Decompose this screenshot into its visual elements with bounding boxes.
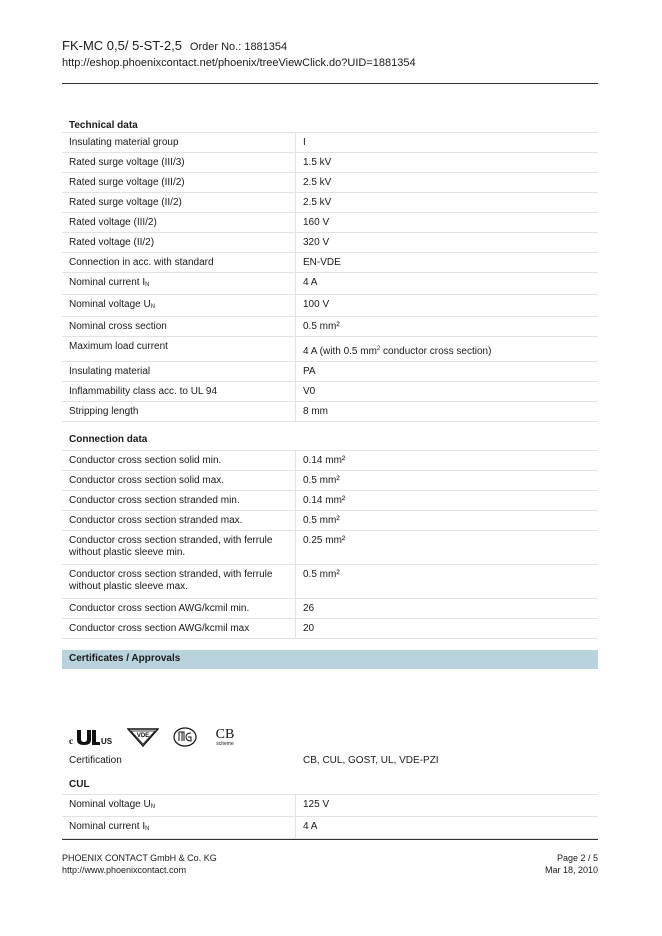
row-value-text: 26: [303, 603, 315, 614]
row-value: [296, 153, 598, 172]
row-label: [62, 402, 296, 421]
page-number: Page 2 / 5: [556, 853, 598, 863]
row-label: [62, 451, 296, 470]
row-label: [62, 471, 296, 490]
product-name: FK-MC 0,5/ 5-ST-2,5: [62, 38, 182, 53]
row-value: [296, 565, 598, 598]
row-label-text: Nominal current I: [69, 277, 146, 288]
row-label-text: Conductor cross section AWG/kcmil max: [69, 623, 250, 634]
row-value-text: PA: [303, 366, 316, 377]
row-label-subscript: N: [150, 304, 156, 310]
technical-data-heading: Technical data: [69, 120, 138, 131]
row-label-text: Rated voltage (III/2): [69, 217, 157, 228]
row-label-text: Connection in acc. with standard: [69, 257, 214, 268]
table-row: [62, 511, 598, 531]
row-value-text: 4 A (with 0.5 mm: [303, 346, 377, 357]
row-value-text: 2.5 kV: [303, 197, 332, 208]
row-value: [296, 253, 598, 272]
row-value: [296, 511, 598, 530]
table-row: [62, 317, 598, 337]
cul-heading: CUL: [69, 779, 90, 790]
row-value: [296, 213, 598, 232]
row-label-text: Rated surge voltage (III/3): [69, 157, 185, 168]
row-value-text: 0.5 mm²: [303, 515, 340, 526]
row-label-text: Conductor cross section stranded, with ferrule without plastic sleeve min.: [69, 535, 273, 558]
row-value-text: 0.25 mm²: [303, 535, 346, 546]
row-label-text: Inflammability class acc. to UL 94: [69, 386, 218, 397]
row-label: [62, 193, 296, 212]
company-name: PHOENIX CONTACT GmbH & Co. KG: [62, 853, 217, 863]
row-value-text: 4 A: [303, 277, 318, 288]
table-row: [62, 132, 598, 153]
row-label-text: Conductor cross section stranded min.: [69, 495, 240, 506]
row-value: [296, 451, 598, 470]
row-label: [62, 317, 296, 336]
certificate-logos: [62, 669, 598, 747]
row-label: [62, 511, 296, 530]
row-value-text: EN-VDE: [303, 257, 341, 268]
row-label-text: Stripping length: [69, 406, 139, 417]
document-date: Mar 18, 2010: [544, 865, 598, 875]
table-row: [62, 253, 598, 273]
row-label: [62, 273, 296, 294]
cb-text: CB: [215, 727, 235, 742]
table-row: [62, 273, 598, 295]
document-header: [62, 38, 598, 71]
cb-scheme-text: scheme: [216, 741, 234, 747]
table-row: [62, 193, 598, 213]
cb-scheme-logo-icon: [211, 725, 239, 747]
certification-row: [62, 747, 598, 772]
row-value: [296, 471, 598, 490]
row-value-text: 320 V: [303, 237, 330, 248]
row-label-text: Rated voltage (II/2): [69, 237, 155, 248]
row-label: [62, 153, 296, 172]
row-label-subscript: N: [145, 282, 150, 288]
table-row: [62, 531, 598, 565]
row-value-text: 0.14 mm²: [303, 455, 346, 466]
row-label: [62, 491, 296, 510]
row-value: [296, 362, 598, 381]
row-label-text: Nominal current I: [69, 821, 146, 832]
row-label-subscript: N: [150, 804, 156, 810]
footer-left: [62, 852, 217, 876]
row-value-text: 0.14 mm²: [303, 495, 346, 506]
title-line: [62, 38, 598, 55]
row-value: [296, 295, 598, 316]
row-value-text: V0: [303, 386, 316, 397]
row-value: [296, 491, 598, 510]
row-value: [296, 317, 598, 336]
row-value: [296, 402, 598, 421]
gost-logo-icon: [173, 727, 197, 747]
row-label-text: Conductor cross section AWG/kcmil min.: [69, 603, 250, 614]
table-row: [62, 619, 598, 639]
row-value-text: 2.5 kV: [303, 177, 332, 188]
row-label-text: Insulating material: [69, 366, 151, 377]
connection-data-heading: Connection data: [69, 434, 148, 445]
company-website[interactable]: http://www.phoenixcontact.com: [62, 865, 187, 875]
row-value-text: 8 mm: [303, 406, 328, 417]
table-row: [62, 173, 598, 193]
table-row: [62, 599, 598, 619]
row-value-text: 4 A: [303, 821, 318, 832]
row-label-text: Conductor cross section solid min.: [69, 455, 222, 466]
row-label-text: Conductor cross section stranded max.: [69, 515, 243, 526]
row-value: [296, 233, 598, 252]
row-value: [296, 193, 598, 212]
row-value: [296, 817, 598, 838]
row-value-text: 160 V: [303, 217, 330, 228]
cul-c-text: c: [69, 736, 73, 746]
row-label: [62, 295, 296, 316]
table-row: [62, 153, 598, 173]
technical-data-table: [62, 132, 598, 422]
row-label: [62, 213, 296, 232]
row-label-text: Maximum load current: [69, 341, 168, 352]
row-value-text: I: [303, 137, 306, 148]
row-value-text: 0.5 mm²: [303, 569, 340, 580]
row-label-subscript: N: [145, 826, 150, 832]
row-label: [62, 531, 296, 564]
row-value: [296, 795, 598, 816]
table-row: [62, 402, 598, 422]
footer-right: [545, 852, 598, 876]
row-label: [62, 362, 296, 381]
certification-value: CB, CUL, GOST, UL, VDE-PZI: [303, 755, 439, 766]
row-label: [62, 253, 296, 272]
table-row: [62, 471, 598, 491]
connection-data-table: [62, 450, 598, 639]
row-value: [296, 133, 598, 152]
product-url[interactable]: http://eshop.phoenixcontact.net/phoenix/treeViewClick.do?UID=1881354: [62, 57, 416, 69]
row-value: [296, 337, 598, 361]
table-row: [62, 382, 598, 402]
table-row: [62, 450, 598, 471]
row-label: [62, 565, 296, 598]
row-label: [62, 233, 296, 252]
row-label-text: Conductor cross section stranded, with ferrule without plastic sleeve max.: [69, 569, 273, 592]
row-value-text: 20: [303, 623, 315, 634]
row-label: [62, 173, 296, 192]
content: [62, 112, 598, 839]
footer-divider: [62, 839, 598, 840]
row-value: [296, 531, 598, 564]
table-row: [62, 565, 598, 599]
vde-logo-icon: [127, 727, 159, 747]
row-value-text: 100 V: [303, 299, 330, 310]
row-label: [62, 337, 296, 361]
table-row: [62, 817, 598, 839]
row-label-text: Rated surge voltage (II/2): [69, 197, 182, 208]
cul-us-text: US: [101, 737, 113, 746]
cul-logo-icon: [69, 727, 113, 747]
row-label-text: Nominal voltage U: [69, 299, 151, 310]
row-label-text: Insulating material group: [69, 137, 179, 148]
table-row: [62, 213, 598, 233]
row-value: [296, 273, 598, 294]
row-value-text: 1.5 kV: [303, 157, 332, 168]
row-value-text: 0.5 mm²: [303, 321, 340, 332]
vde-text: VDE: [136, 733, 150, 739]
row-label: [62, 817, 296, 838]
row-value: [296, 382, 598, 401]
row-label-text: Nominal voltage U: [69, 799, 151, 810]
table-row: [62, 295, 598, 317]
table-row: [62, 794, 598, 817]
row-label: [62, 133, 296, 152]
row-value-tail: conductor cross section): [380, 346, 492, 357]
row-value-text: 125 V: [303, 799, 330, 810]
row-label: [62, 599, 296, 618]
row-label: [62, 795, 296, 816]
row-label: [62, 382, 296, 401]
row-value: [296, 599, 598, 618]
row-label-text: Conductor cross section solid max.: [69, 475, 225, 486]
certification-label: Certification: [69, 755, 122, 766]
table-row: [62, 233, 598, 253]
row-label-text: Nominal cross section: [69, 321, 167, 332]
row-value: [296, 173, 598, 192]
order-number: Order No.: 1881354: [189, 41, 288, 53]
row-value: [296, 619, 598, 638]
certificates-heading: Certificates / Approvals: [62, 650, 598, 669]
header-divider: [62, 83, 598, 84]
cul-table: [62, 794, 598, 839]
row-value-text: 0.5 mm²: [303, 475, 340, 486]
row-label: [62, 619, 296, 638]
row-label-text: Rated surge voltage (III/2): [69, 177, 185, 188]
table-row: [62, 362, 598, 382]
row-value-superscript: 2: [376, 346, 381, 352]
table-row: [62, 337, 598, 362]
table-row: [62, 491, 598, 511]
